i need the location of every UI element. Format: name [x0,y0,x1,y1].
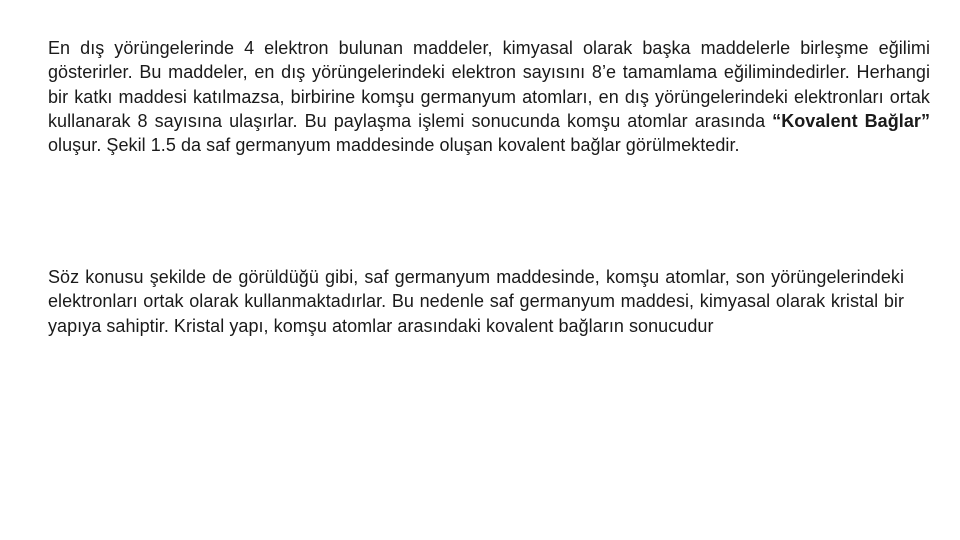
paragraph-1-text-after: oluşur. Şekil 1.5 da saf germanyum maddesinde oluşan kovalent bağlar görülmektedir. [48,135,740,156]
bold-term-covalent-bonds: “Kovalent Bağlar” [772,110,931,131]
paragraph-covalent-bond-intro [48,36,930,157]
paragraph-crystal-structure: Söz konusu şekilde de görüldüğü gibi, saf germanyum maddesinde, komşu atomlar, son yörüngelerindeki elektronları ortak olarak kullanmaktadırlar. Bu nedenle saf germanyum maddesi, kimyasal olarak kristal bir yapıya sahiptir. Kristal yapı, komşu atomlar arasındaki kovalent bağların sonucudur [48,267,904,336]
paragraph-1-text-before: En dış yörüngelerinde 4 elektron bulunan maddeler, kimyasal olarak başka maddelerle birleşme eğilimi gösterirler. Bu maddeler, en dış yörüngelerindeki elektron sayısını 8’e tamamlama eğilimindedirler. Herhangi bir katkı maddesi katılmazsa, birbirine komşu germanyum atomları, en dış yörüngelerindeki elektronları ortak kullanarak 8 sayısına ulaşırlar. Bu paylaşma işlemi sonucunda komşu atomlar arasında [48,38,930,131]
